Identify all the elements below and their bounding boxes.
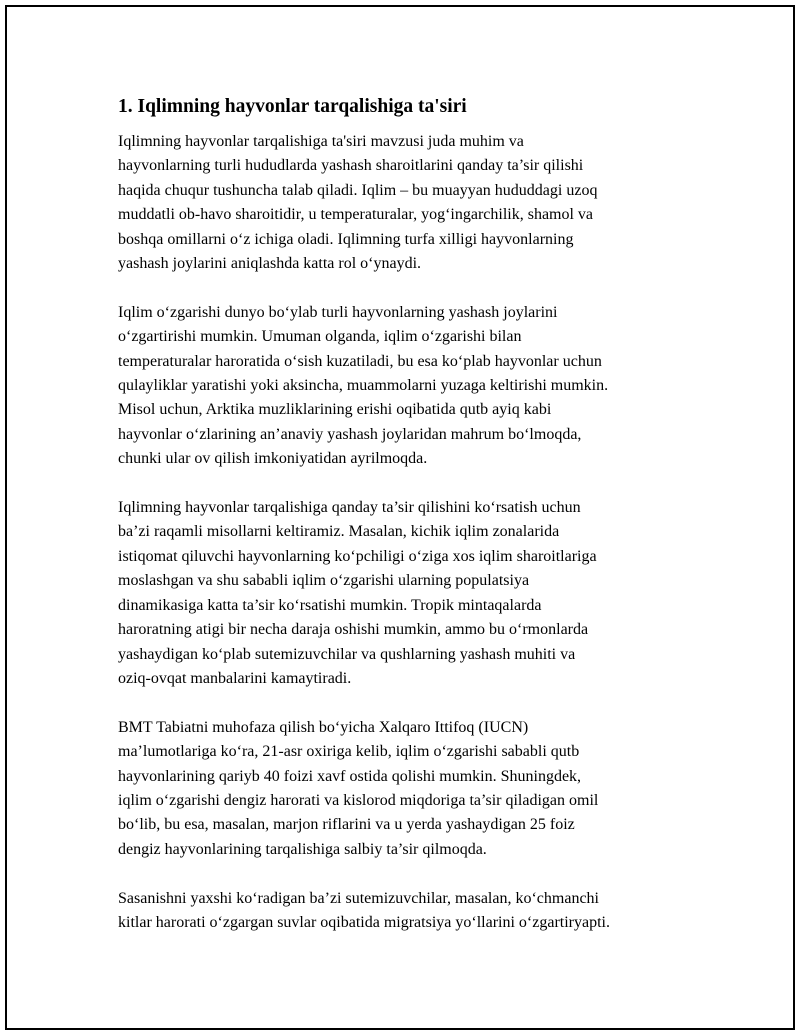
text-line: ba’zi raqamli misollarni keltiramiz. Masalan, kichik iqlim zonalarida xyxy=(118,523,560,541)
text-line: haroratning atigi bir necha daraja oshishi mumkin, ammo bu o‘rmonlarda xyxy=(118,621,589,639)
text-line: qulayliklar yaratishi yoki aksincha, muammolarni yuzaga keltirishi mumkin. xyxy=(118,377,609,395)
text-line: o‘zgartirishi mumkin. Umuman olganda, iqlim o‘zgarishi bilan xyxy=(118,328,522,346)
paragraph-2 xyxy=(118,301,688,472)
text-line: hayvonlar o‘zlarining an’anaviy yashash joylaridan mahrum bo‘lmoqda, xyxy=(118,425,582,443)
text-line: yashash joylarini aniqlashda katta rol o‘ynaydi. xyxy=(118,255,422,273)
text-line: muddatli ob-havo sharoitidir, u temperaturalar, yog‘ingarchilik, shamol va xyxy=(118,206,594,224)
text-line: yashaydigan ko‘plab sutemizuvchilar va qushlarning yashash muhiti va xyxy=(118,645,576,663)
text-line: Sasanishni yaxshi ko‘radigan ba’zi sutemizuvchilar, masalan, ko‘chmanchi xyxy=(118,889,599,907)
text-line: Iqlimning hayvonlar tarqalishiga qanday ta’sir qilishini ko‘rsatish uchun xyxy=(118,499,581,517)
text-line: bo‘lib, bu esa, masalan, marjon riflarini va u yerda yashaydigan 25 foiz xyxy=(118,816,575,834)
text-line: Iqlim o‘zgarishi dunyo bo‘ylab turli hayvonlarning yashash joylarini xyxy=(118,303,558,321)
text-line: istiqomat qiluvchi hayvonlarning ko‘pchiligi o‘ziga xos iqlim sharoitlariga xyxy=(118,547,597,565)
text-line: oziq-ovqat manbalarini kamaytiradi. xyxy=(118,669,352,687)
text-line: BMT Tabiatni muhofaza qilish bo‘yicha Xalqaro Ittifoq (IUCN) xyxy=(118,718,529,736)
paragraph-4 xyxy=(118,716,688,862)
text-line: kitlar harorati o‘zgargan suvlar oqibatida migratsiya yo‘llarini o‘zgartiryapti. xyxy=(118,913,610,931)
document-body xyxy=(118,94,688,960)
text-line: dinamikasiga katta ta’sir ko‘rsatishi mumkin. Tropik mintaqalarda xyxy=(118,596,542,614)
text-line: Iqlimning hayvonlar tarqalishiga ta'siri mavzusi juda muhim va xyxy=(118,133,524,150)
text-line: hayvonlarining qariyb 40 foizi xavf ostida qolishi mumkin. Shuningdek, xyxy=(118,767,582,785)
text-line: iqlim o‘zgarishi dengiz harorati va kislorod miqdoriga ta’sir qiladigan omil xyxy=(118,791,599,809)
text-line: hayvonlarning turli hududlarda yashash sharoitlarini qanday ta’sir qilishi xyxy=(118,157,584,175)
section-title: 1. Iqlimning hayvonlar tarqalishiga ta'siri xyxy=(118,96,467,117)
text-line: haqida chuqur tushuncha talab qiladi. Iqlim – bu muayyan hududdagi uzoq xyxy=(118,181,598,199)
paragraph-1 xyxy=(118,130,688,276)
text-line: temperaturalar haroratida o‘sish kuzatiladi, bu esa ko‘plab hayvonlar uchun xyxy=(118,352,602,370)
text-line: chunki ular ov qilish imkoniyatidan ayrilmoqda. xyxy=(118,450,428,468)
paragraph-3 xyxy=(118,496,688,691)
text-line: Misol uchun, Arktika muzliklarining erishi oqibatida qutb ayiq kabi xyxy=(118,401,552,419)
paragraph-5 xyxy=(118,887,688,936)
text-line: boshqa omillarni o‘z ichiga oladi. Iqlimning turfa xilligi hayvonlarning xyxy=(118,230,574,248)
text-line: ma’lumotlariga ko‘ra, 21-asr oxiriga kelib, iqlim o‘zgarishi sababli qutb xyxy=(118,743,580,761)
text-line: moslashgan va shu sababli iqlim o‘zgarishi ularning populatsiya xyxy=(118,572,530,590)
text-line: dengiz hayvonlarining tarqalishiga salbiy ta’sir qilmoqda. xyxy=(118,840,487,858)
